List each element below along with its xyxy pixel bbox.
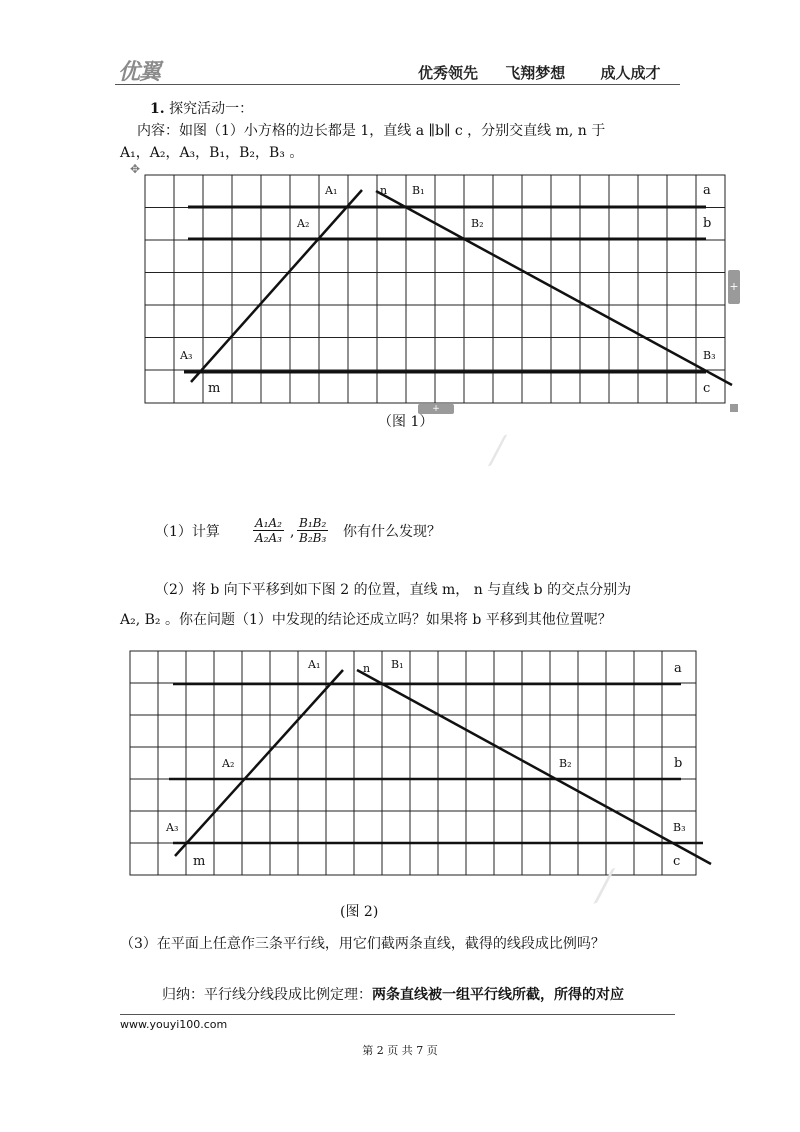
figure-1-caption: （图 1） [378,414,434,430]
label-m: m [193,854,206,869]
expand-bottom-handle-icon[interactable]: + [418,404,454,414]
label-b: b [674,756,683,771]
figure-2 [125,646,725,882]
label-c: c [703,381,711,396]
figure-2-caption: (图 2) [340,904,379,920]
watermark-logo-icon-2: ⟋ [583,865,620,911]
label-b: b [703,216,712,231]
watermark-logo-icon: ⟋ [479,432,512,473]
line-m [191,190,362,382]
label-c: c [673,854,681,869]
label-A2: A₂ [222,757,235,770]
label-B2: B₂ [471,217,484,230]
fraction-b: $\frac{\text{B₁B₂}}{\text{B₂B₃}}$ [299,516,327,545]
label-A3: A₃ [180,349,193,362]
label-n: n [380,184,388,197]
slogan-part-2: 飞翔梦想 [505,64,566,82]
label-n: n [363,662,371,675]
label-B3: B₃ [673,821,686,834]
fraction-separator: , [290,524,295,540]
label-a: a [703,183,711,198]
question-1-prefix: （1）计算 [155,524,220,540]
content-line-2: A₁，A₂，A₃，B₁，B₂，B₃ 。 [120,145,304,161]
figure-1-grid [145,175,725,403]
slogan-part-3: 成人成才 [600,64,661,82]
fraction-a: $\frac{\text{A₁A₂}}{\text{A₂A₃}}$ [255,516,282,545]
figure-1 [140,170,740,410]
question-2-line-2: A₂, B₂ 。你在问题（1）中发现的结论还成立吗？如果将 b 平移到其他位置呢？ [120,612,612,628]
summary: 归纳：平行线分线段成比例定理：两条直线被一组平行线所截，所得的对应 [162,987,624,1003]
figure-2-lines [169,670,711,864]
move-handle-icon[interactable]: ✥ [130,162,141,176]
figure-2-labels [165,658,686,869]
label-m: m [208,381,221,396]
question-1-suffix: 你有什么发现？ [343,524,441,540]
label-B1: B₁ [391,658,404,671]
label-A3: A₃ [166,821,179,834]
question-3: （3）在平面上任意作三条平行线，用它们截两条直线，截得的线段成比例吗？ [120,936,605,952]
label-B2: B₂ [559,757,572,770]
label-B1: B₁ [412,184,425,197]
label-A2: A₂ [297,217,310,230]
section-title: 1. 探究活动一： [150,101,254,117]
header-slogan [418,62,683,83]
label-B3: B₃ [703,349,716,362]
logo: 优翼 [118,60,161,85]
line-n [376,191,732,385]
footer-divider [120,1014,675,1015]
line-m [175,670,343,856]
figure-1-lines [184,190,732,385]
footer-url[interactable]: www.youyi100.com [120,1018,228,1031]
content-line-1: 内容：如图（1）小方格的边长都是 1，直线 a ∥b∥ c ，分别交直线 m, n 于 [137,123,606,139]
page-number: 第 2 页 共 7 页 [362,1044,438,1057]
figure-1-labels [179,183,716,396]
expand-right-handle-icon[interactable]: + [728,270,740,304]
label-a: a [674,661,682,676]
label-A1: A₁ [308,658,321,671]
header-divider [115,84,680,85]
label-A1: A₁ [325,184,338,197]
question-2-line-1: （2）将 b 向下平移到如下图 2 的位置，直线 m， n 与直线 b 的交点分别为 [155,582,632,598]
slogan-part-1: 优秀领先 [418,64,479,82]
